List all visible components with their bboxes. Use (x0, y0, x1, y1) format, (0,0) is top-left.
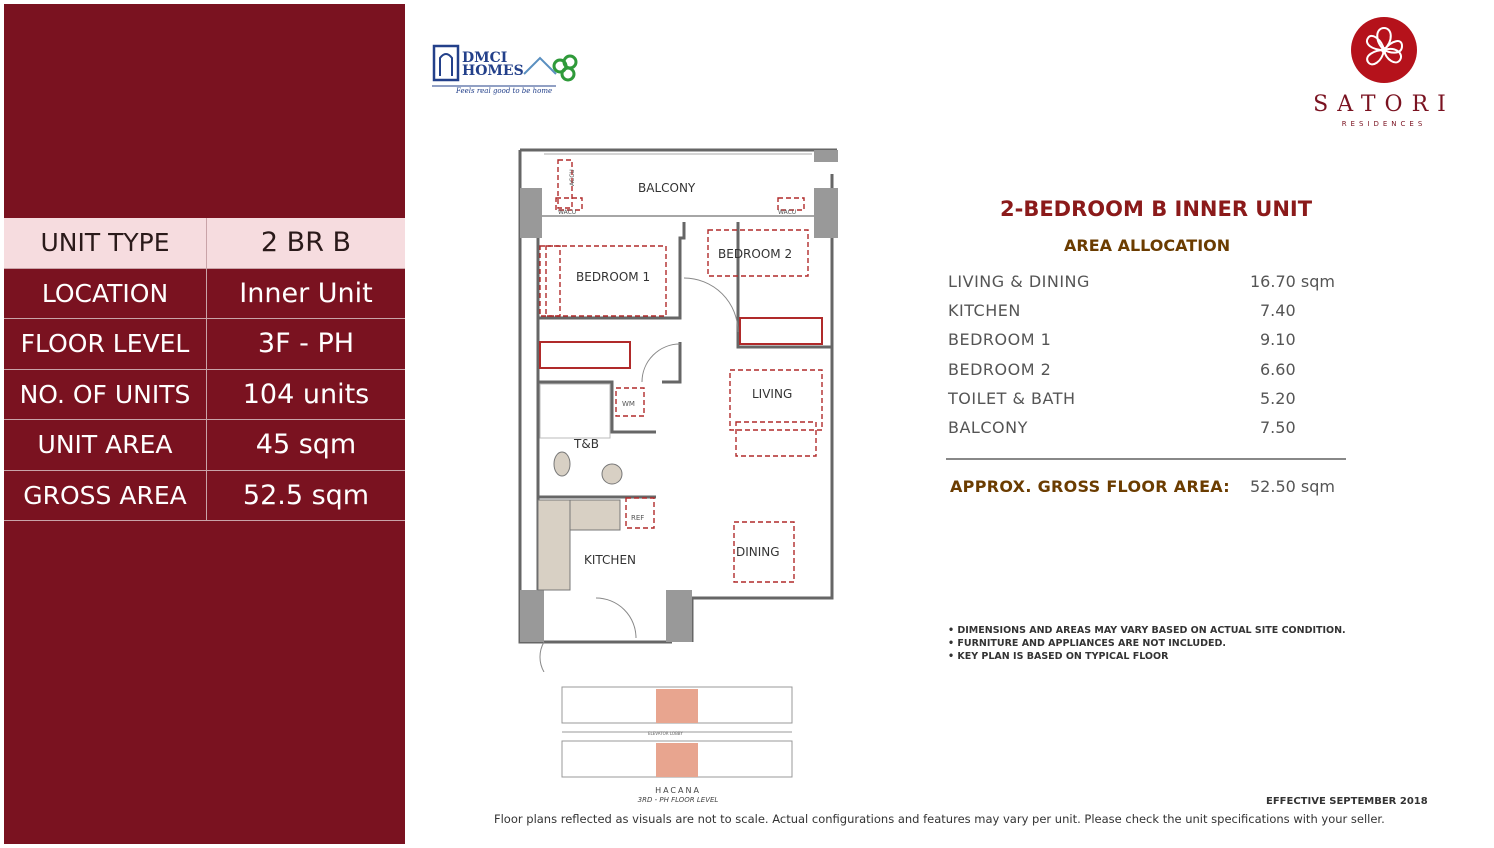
kitchen-counter (538, 500, 570, 590)
list-item (948, 416, 1348, 445)
area-name: BALCONY (948, 417, 1028, 437)
spec-value: 52.5 sqm (242, 479, 370, 511)
list-item (948, 328, 1348, 357)
spec-value: Inner Unit (239, 277, 373, 309)
room-label-balcony: BALCONY (638, 181, 696, 195)
key-plan (552, 676, 802, 796)
area-allocation-heading: AREA ALLOCATION (1064, 236, 1231, 255)
shower-tile (540, 384, 610, 438)
satori-subtitle: RESIDENCES (1341, 120, 1427, 128)
fixture-label-accu: ACCU (569, 169, 576, 186)
spec-row-floor-level (4, 319, 405, 370)
house-icon (524, 58, 556, 74)
effective-date: EFFECTIVE SEPTEMBER 2018 (1266, 796, 1428, 807)
spec-row-unit-area (4, 420, 405, 471)
sink-icon (602, 464, 622, 484)
area-name: BEDROOM 2 (948, 359, 1052, 379)
dmci-emblem-icon (434, 46, 458, 80)
fixture-label-wacu: WACU (558, 209, 577, 216)
column (666, 590, 692, 642)
unit-title: 2-BEDROOM B INNER UNIT (1000, 197, 1313, 221)
satori-flower-icon (1348, 14, 1420, 86)
area-value: 16.70 sqm (1250, 272, 1335, 291)
keyplan-floor-level: 3RD - PH FLOOR LEVEL (637, 796, 719, 804)
area-value: 5.20 (1260, 388, 1296, 408)
disclaimer-notes (948, 624, 1346, 663)
floor-plan (512, 142, 846, 672)
room-label-living: LIVING (752, 387, 793, 401)
column (520, 188, 542, 238)
list-item (948, 358, 1348, 387)
dmci-line2: HOMES (462, 63, 524, 79)
dmci-wordmark (462, 52, 524, 78)
room-label-bedroom2: BEDROOM 2 (718, 247, 793, 261)
spec-label: GROSS AREA (4, 471, 207, 521)
toilet-icon (554, 452, 570, 476)
list-item (948, 270, 1348, 299)
area-value: 6.60 (1260, 359, 1296, 379)
note-item: • DIMENSIONS AND AREAS MAY VARY BASED ON ACTUAL SITE CONDITION. (948, 625, 1346, 636)
room-label-kitchen: KITCHEN (584, 553, 636, 567)
footer-disclaimer: Floor plans reflected as visuals are not to scale. Actual configurations and features may vary per unit. Please check the unit specifications with your seller. (494, 812, 1385, 826)
list-item (948, 387, 1348, 416)
elevator-lobby-label: ELEVATOR LOBBY (648, 731, 683, 736)
column (520, 590, 544, 642)
spec-value: 3F - PH (257, 328, 355, 360)
dmci-line1: DMCI (462, 50, 508, 66)
room-label-dining: DINING (736, 545, 780, 559)
area-value: 7.40 (1260, 301, 1296, 321)
spec-row-no-of-units (4, 370, 405, 421)
area-name: KITCHEN (948, 301, 1021, 321)
dmci-tagline: Feels real good to be home (456, 87, 553, 95)
keyplan-building-name: HACANA (655, 786, 701, 795)
fixture-label-wacu: WACU (778, 209, 797, 216)
note-item: • FURNITURE AND APPLIANCES ARE NOT INCLUDED. (948, 638, 1227, 649)
area-name: BEDROOM 1 (948, 330, 1052, 350)
note-item: • KEY PLAN IS BASED ON TYPICAL FLOOR (948, 651, 1169, 662)
list-item (948, 299, 1348, 328)
spec-table (4, 218, 405, 521)
area-name: TOILET & BATH (948, 388, 1076, 408)
gross-floor-area-value: 52.50 sqm (1250, 477, 1335, 496)
spec-label: UNIT AREA (4, 420, 207, 470)
divider (946, 458, 1346, 460)
column (814, 188, 838, 238)
door-swings (540, 278, 738, 672)
highlighted-unit (656, 743, 698, 777)
spec-label: UNIT TYPE (4, 218, 207, 268)
room-label-tb: T&B (574, 437, 599, 451)
spec-value: 45 sqm (255, 429, 357, 461)
spec-value: 2 BR B (260, 227, 352, 259)
spec-row-unit-type (4, 218, 405, 269)
spec-label: NO. OF UNITS (4, 370, 207, 420)
spec-label: FLOOR LEVEL (4, 319, 207, 369)
area-allocation-list (948, 270, 1348, 445)
spec-value: 104 units (242, 378, 370, 410)
spec-row-location (4, 269, 405, 320)
fixture-label-ref: REF (631, 514, 645, 522)
spec-label: LOCATION (4, 269, 207, 319)
satori-wordmark: SATORI (1313, 92, 1455, 117)
highlighted-unit (656, 689, 698, 723)
fixture-label-wm: WM (622, 400, 635, 408)
area-value: 9.10 (1260, 330, 1296, 350)
area-value: 7.50 (1260, 417, 1296, 437)
gross-floor-area-label: APPROX. GROSS FLOOR AREA: (950, 477, 1230, 496)
spec-row-gross-area (4, 471, 405, 522)
area-name: LIVING & DINING (948, 272, 1090, 291)
room-label-bedroom1: BEDROOM 1 (576, 270, 651, 284)
